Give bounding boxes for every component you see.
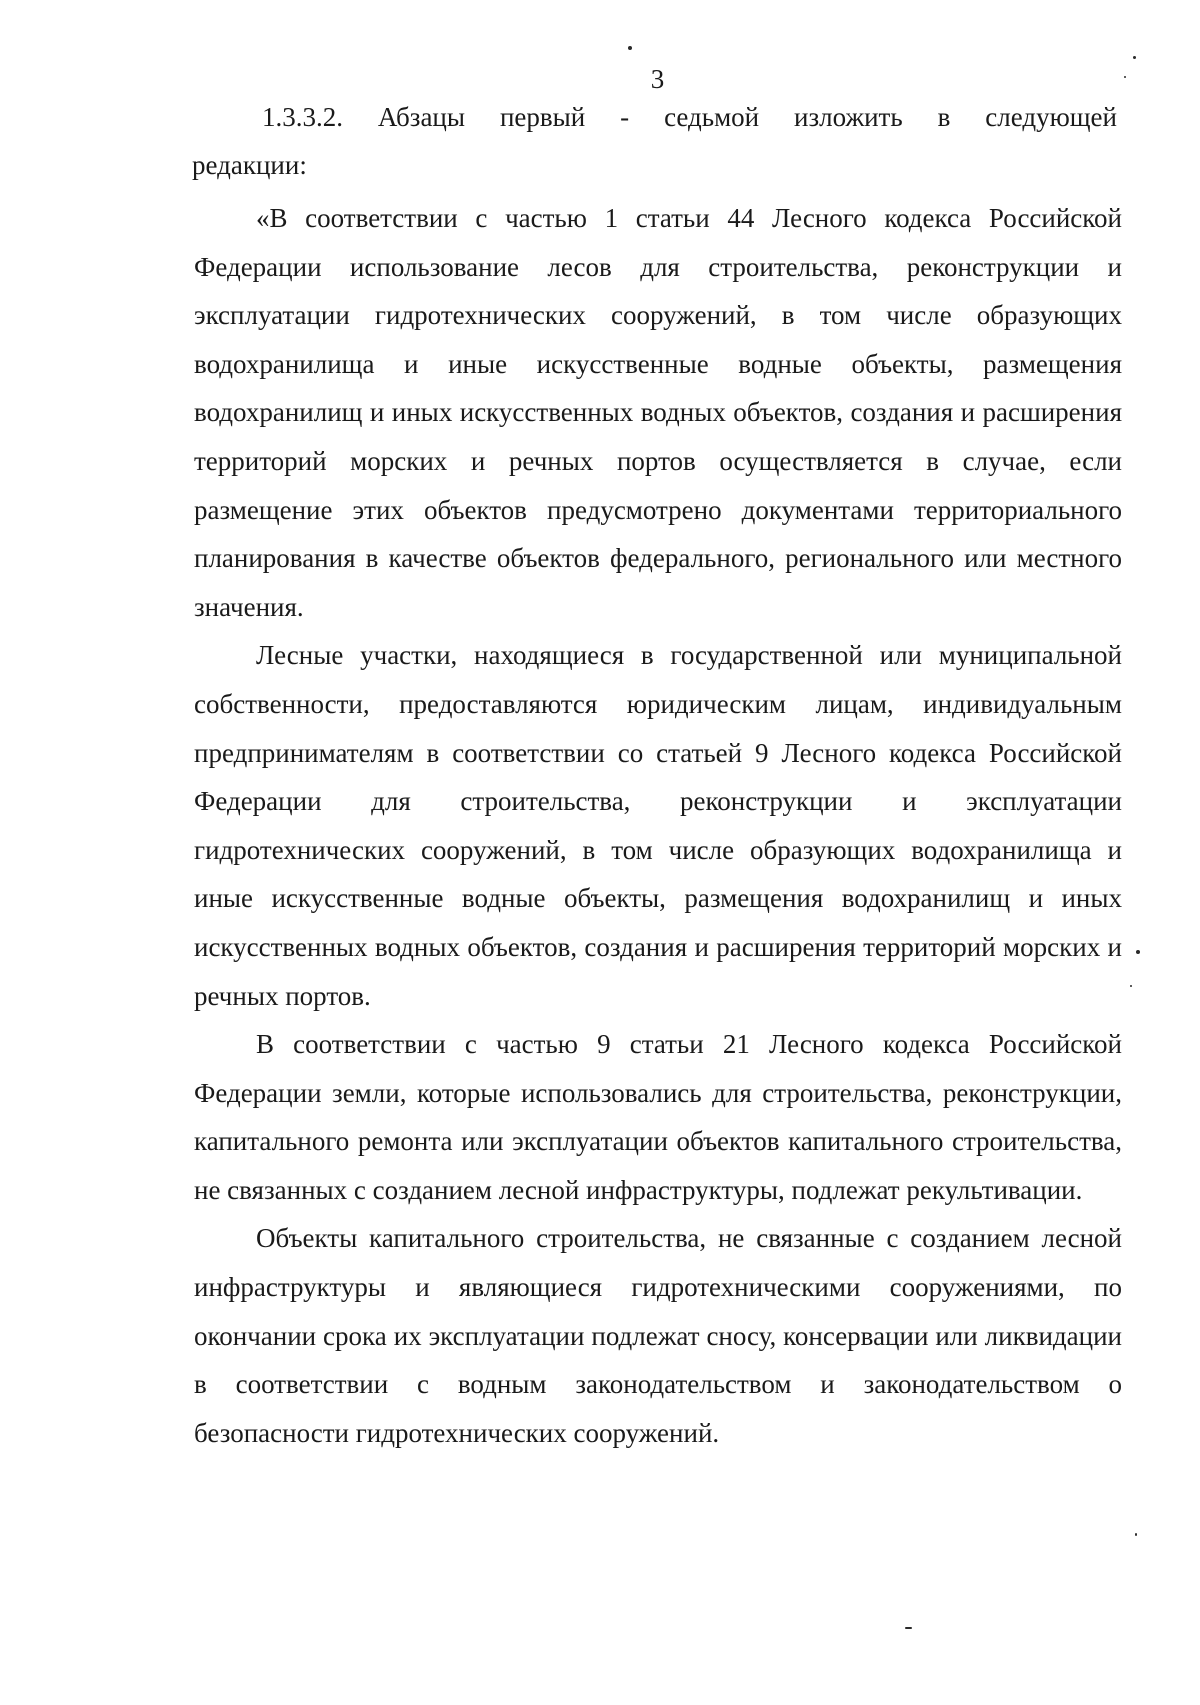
scan-speck <box>1130 985 1132 987</box>
paragraph: В соответствии с частью 9 статьи 21 Лесного кодекса Российской Федерации земли, которые использовались для строительства, реконструкции, капитального ремонта или эксплуатации объектов капитального строительства, не связанных с созданием лесной инфраструктуры, подлежат рекультивации. <box>194 1029 1122 1205</box>
section-heading <box>262 102 1117 132</box>
paragraph: Лесные участки, находящиеся в государственной или муниципальной собственности, предоставляются юридическим лицам, индивидуальным предпринимателям в соответствии со статьей 9 Лесного кодекса Российской Федерации для строительства, реконструкции и эксплуатации гидротехнических сооружений, в том числе образующих водохранилища и иные искусственные водные объекты, размещения водохранилищ и иных искусственных водных объектов, создания и расширения территорий морских и речных портов. <box>194 640 1122 1011</box>
heading-word: - <box>620 102 630 132</box>
page-number: 3 <box>650 64 665 94</box>
heading-word: изложить <box>794 102 903 132</box>
heading-continuation: редакции: <box>192 150 307 180</box>
scan-speck <box>1124 76 1126 78</box>
heading-word: седьмой <box>664 102 760 132</box>
paragraph: Объекты капитального строительства, не связанные с созданием лесной инфраструктуры и являющиеся гидротехническими сооружениями, по окончании срока их эксплуатации подлежат сносу, консервации или ликвидации в соответствии с водным законодательством и законодательством о безопасности гидротехнических сооружений. <box>194 1223 1122 1448</box>
heading-word: следующей <box>985 102 1117 132</box>
scan-speck <box>628 46 632 50</box>
scan-speck <box>1133 56 1136 59</box>
heading-word: Абзацы <box>377 102 466 132</box>
section-number: 1.3.3.2. <box>262 102 343 132</box>
body-text <box>194 194 1122 1457</box>
scan-speck <box>1135 1533 1137 1536</box>
scan-speck <box>1136 950 1140 954</box>
paragraph: «В соответствии с частью 1 статьи 44 Лесного кодекса Российской Федерации использование лесов для строительства, реконструкции и эксплуатации гидротехнических сооружений, в том числе образующих водохранилища и иные искусственные водные объекты, размещения водохранилищ и иных искусственных водных объектов, создания и расширения территорий морских и речных портов осуществляется в случае, если размещение этих объектов предусмотрено документами территориального планирования в качестве объектов федерального, регионального или местного значения. <box>194 203 1122 622</box>
heading-word: первый <box>499 102 586 132</box>
heading-word: в <box>937 102 951 132</box>
scan-speck <box>905 1627 912 1629</box>
